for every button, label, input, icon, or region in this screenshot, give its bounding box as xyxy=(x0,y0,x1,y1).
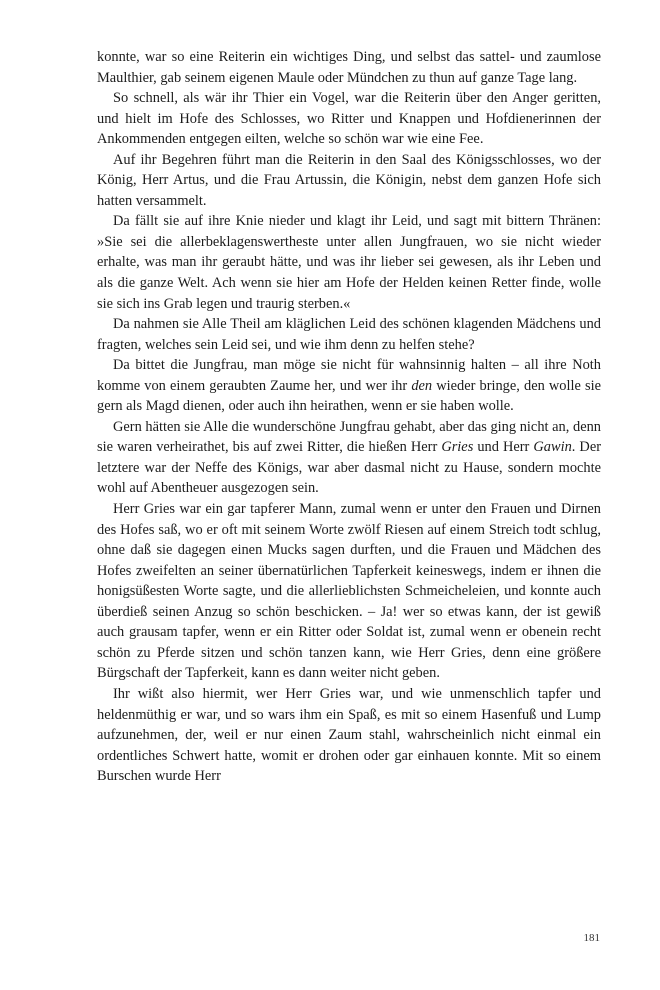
italic-text: Gries xyxy=(441,439,474,456)
paragraph xyxy=(97,355,601,417)
paragraph-text: So schnell, als wär ihr Thier ein Vogel, war die Reiterin über den Anger geritten, und hielt im Hofe des Schlosses, wo Ritter und Knappen und Hofdienerinnen der Ankommenden entgegen eilten, welche so schön war wie eine Fee. xyxy=(97,90,601,148)
paragraph-text: Da bittet die Jungfrau, man möge sie nicht für wahnsinnig halten – all ihre Noth komme von einem geraubten Zaume her, und wer ihr xyxy=(97,357,601,394)
paragraph xyxy=(97,47,601,88)
paragraph-text: und Herr xyxy=(473,439,534,456)
paragraph xyxy=(97,211,601,314)
paragraph-text: Da nahmen sie Alle Theil am kläglichen Leid des schönen klagenden Mädchens und fragten, welches sein Leid sei, und wie ihm denn zu helfen stehe? xyxy=(97,316,601,353)
paragraph xyxy=(97,684,601,787)
paragraph-text: wieder bringe, den wolle sie gern als Magd dienen, oder auch ihn heirathen, wenn er sie haben wolle. xyxy=(97,377,601,415)
paragraph xyxy=(97,150,601,212)
paragraph xyxy=(97,417,601,499)
italic-text: Gawin xyxy=(533,439,572,456)
paragraph-text: Ihr wißt also hiermit, wer Herr Gries war, und wie unmenschlich tapfer und heldenmüthig er war, und so wars ihm ein Spaß, es mit so einem Hasenfuß und Lump aufzunehmen, der, weil er nur einen Zaum stahl, wahrscheinlich nicht einmal ein ordentliches Schwert hatte, womit er drohen oder gar einhauen konnte. Mit so einem Burschen wurde Herr xyxy=(97,685,601,785)
paragraph-text: konnte, war so eine Reiterin ein wichtiges Ding, und selbst das sattel- und zaumlose Maulthier, gab seinem eigenen Maule oder Mündchen zu thun auf ganze Tage lang. xyxy=(97,49,601,86)
paragraph xyxy=(97,499,601,684)
paragraph-text: Herr Gries war ein gar tapferer Mann, zumal wenn er unter den Frauen und Dirnen des Hofes saß, wo er oft mit seinem Worte zwölf Riesen auf einem Streich todt schlug, ohne daß sie dagegen einen Mucks sagen durften, und die Frauen und Mädchen des Hofes zweifelten an seiner übernatürlichen Tapferkeit keineswegs, indem er ihnen die honigsüßesten Worte sagte, und die allerlieblichsten Schmeicheleien, und konnte auch überdieß seinen Anzug so schön beschicken. – Ja! wer so etwas kann, der ist gewiß auch grausam tapfer, wenn er ein Ritter oder Soldat ist, zumal wenn er obenein recht schön zu Pferde sitzen und schön tanzen kann, wie Herr Gries, denn eine größere Bürgschaft der Tapferkeit, kann es dann weiter nicht geben. xyxy=(97,501,601,682)
paragraph-text: Da fällt sie auf ihre Knie nieder und klagt ihr Leid, und sagt mit bittern Thränen: »Sie sei die allerbeklagenswertheste unter allen Jungfrauen, wo sie nicht wieder erhalte, was man ihr geraubt hätte, und was ihr lieber sei gewesen, als ihr Leben und als die ganze Welt. Ach wenn sie hier am Hofe der Helden keinen Retter finde, wolle sie sich ins Grab legen und traurig sterben.« xyxy=(97,213,601,312)
paragraph-text: Gern hätten sie Alle die wunderschöne Jungfrau gehabt, aber das ging nicht an, denn sie waren verheirathet, bis auf zwei Ritter, die hießen Herr xyxy=(97,418,601,456)
paragraph-text: Auf ihr Begehren führt man die Reiterin in den Saal des Königsschlosses, wo der König, Herr Artus, und die Frau Artussin, die Königin, nebst dem ganzen Hofe sich hatten versammelt. xyxy=(97,151,601,209)
italic-text: den xyxy=(411,377,433,394)
paragraph xyxy=(97,314,601,355)
paragraph-text: . Der letztere war der Neffe des Königs, war aber dasmal nicht zu Hause, sondern mochte wohl auf Abentheuer ausgezogen sein. xyxy=(97,439,601,497)
paragraph xyxy=(97,88,601,150)
body-text xyxy=(97,47,601,787)
page-number: 181 xyxy=(583,932,600,944)
